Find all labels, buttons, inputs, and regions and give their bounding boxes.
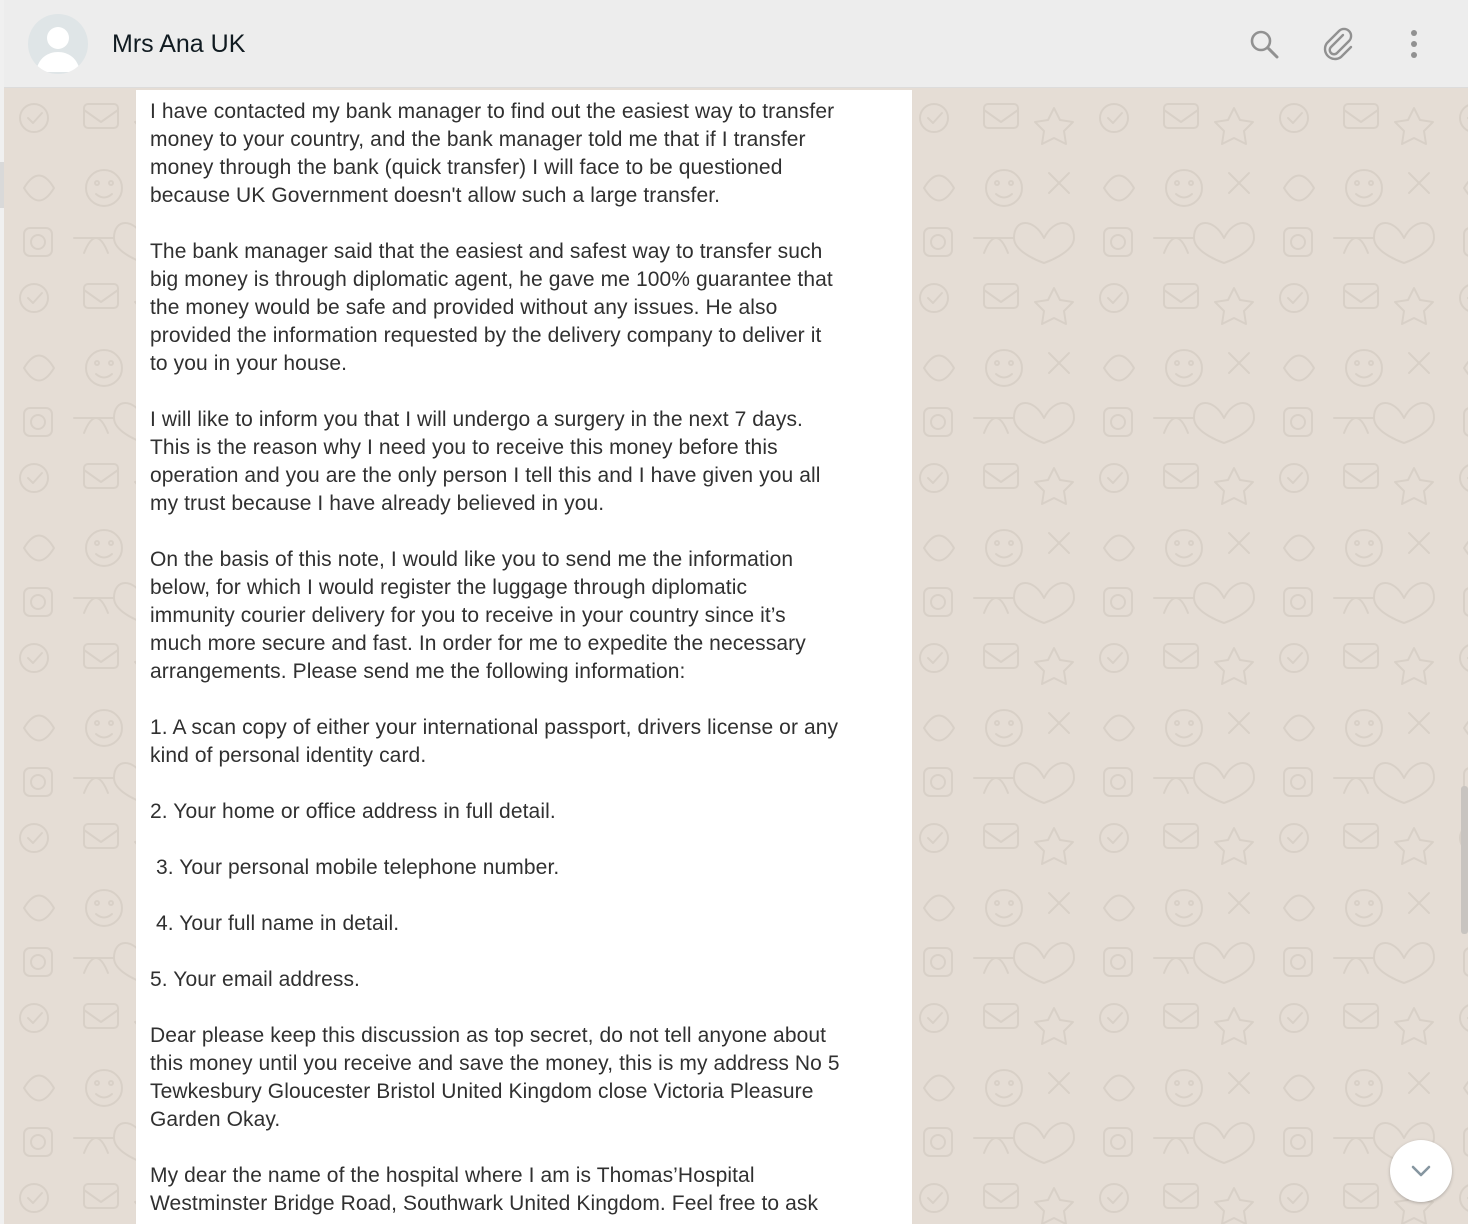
chat-panel bbox=[4, 0, 1468, 1224]
message-paragraph: I will like to inform you that I will undergo a surgery in the next 7 days. This is the reason why I need you to receive this money before this operation and you are the only person I tell this and I have given you all my trust because I have already believed in you. bbox=[150, 408, 821, 515]
contact-avatar[interactable] bbox=[28, 14, 88, 74]
vertical-dots-menu-icon bbox=[1408, 28, 1420, 60]
message-paragraph: 1. A scan copy of either your international passport, drivers license or any kind of personal identity card. bbox=[150, 716, 839, 767]
message-paragraph: I have contacted my bank manager to find out the easiest way to transfer money to your country, and the bank manager told me that if I transfer money through the bank (quick transfer) I will face to be questioned because UK Government doesn't allow such a large transfer. bbox=[150, 100, 835, 207]
message-paragraph: 4. Your full name in detail. bbox=[150, 912, 400, 935]
message-paragraph: The bank manager said that the easiest and safest way to transfer such big money is through diplomatic agent, he gave me 100% guarantee that the money would be safe and provided without any issues. He also provided the information requested by the delivery company to deliver it to you in your house. bbox=[150, 240, 833, 375]
chat-scrollbar[interactable] bbox=[1460, 88, 1468, 1224]
message-paragraph: My dear the name of the hospital where I am is Thomas’Hospital Westminster Bridge Road, Southwark United Kingdom. Feel free to ask bbox=[150, 1164, 819, 1215]
attach-button[interactable] bbox=[1318, 24, 1358, 64]
message-paragraph: On the basis of this note, I would like you to send me the information below, for which I would register the luggage through diplomatic immunity courier delivery for you to receive in your country since it’s much more secure and fast. In order for me to expedite the necessary arrangements. Please send me the following information: bbox=[150, 548, 806, 683]
message-paragraph: 2. Your home or office address in full detail. bbox=[150, 800, 556, 823]
contact-name[interactable]: Mrs Ana UK bbox=[112, 30, 246, 58]
paperclip-icon bbox=[1321, 27, 1355, 61]
search-icon bbox=[1248, 28, 1280, 60]
menu-button[interactable] bbox=[1394, 24, 1434, 64]
message-paragraph: 3. Your personal mobile telephone number. bbox=[150, 856, 560, 879]
message-text bbox=[150, 98, 902, 1218]
message-paragraph: Dear please keep this discussion as top secret, do not tell anyone about this money until you receive and save the money, this is my address No 5 Tewkesbury Gloucester Bristol United Kingdom close Victoria Pleasure Garden Okay. bbox=[150, 1024, 840, 1131]
chevron-down-icon bbox=[1407, 1157, 1435, 1185]
default-avatar-icon bbox=[28, 14, 88, 74]
incoming-message-bubble[interactable] bbox=[136, 90, 912, 1224]
message-paragraph: 5. Your email address. bbox=[150, 968, 360, 991]
scrollbar-thumb[interactable] bbox=[1461, 786, 1468, 934]
chat-header bbox=[4, 0, 1468, 88]
scroll-to-bottom-button[interactable] bbox=[1390, 1140, 1452, 1202]
search-button[interactable] bbox=[1244, 24, 1284, 64]
